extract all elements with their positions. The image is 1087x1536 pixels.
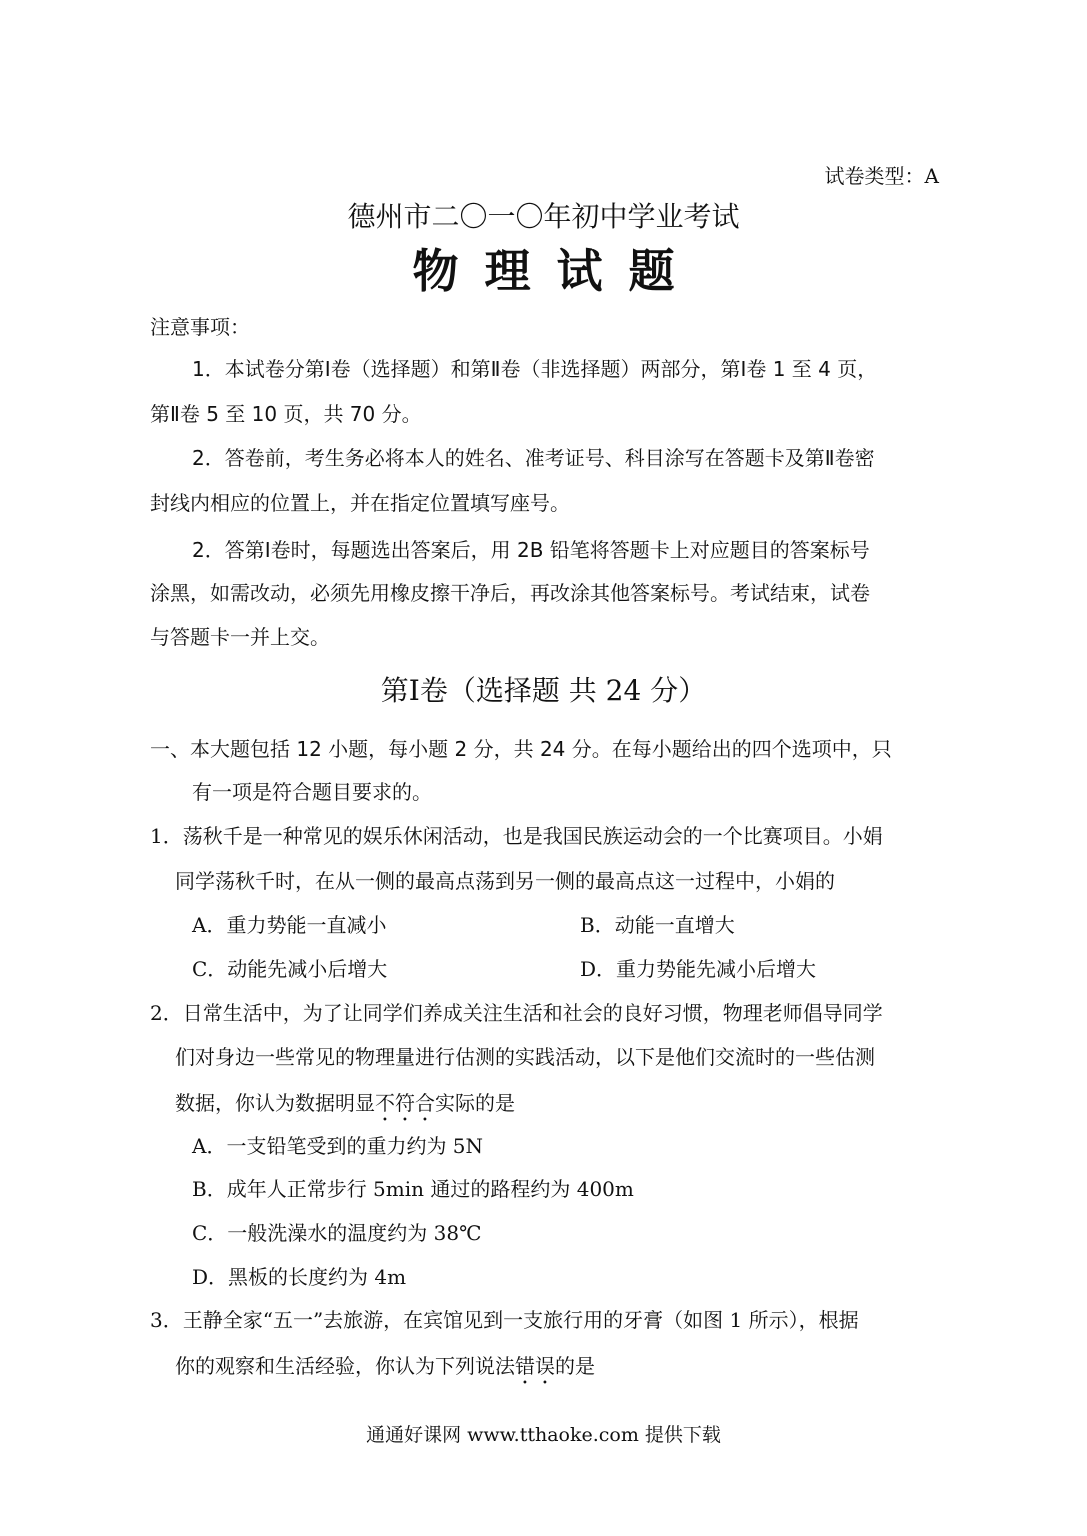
- question-2-line-3: [175, 1091, 515, 1126]
- question-2-line-1: 2．日常生活中，为了让同学们养成关注生活和社会的良好习惯，物理老师倡导同学: [150, 1001, 883, 1025]
- notice-heading: 注意事项：: [150, 315, 250, 339]
- question-3-line-2: [175, 1354, 595, 1389]
- subject-title: 物理试题: [412, 244, 701, 298]
- notice-item-3-line-2: 涂黑，如需改动，必须先用橡皮擦干净后，再改涂其他答案标号。考试结束，试卷: [150, 581, 870, 605]
- question-1-option-b: B．动能一直增大: [580, 913, 735, 937]
- question-1-line-1: 1．荡秋千是一种常见的娱乐休闲活动，也是我国民族运动会的一个比赛项目。小娟: [150, 824, 883, 848]
- question-1-option-a: A．重力势能一直减小: [192, 913, 387, 937]
- exam-title: 德州市二〇一〇年初中学业考试: [347, 200, 740, 233]
- question-2-option-c: C．一般洗澡水的温度约为 38℃: [192, 1221, 482, 1245]
- question-3-line-2-tail: 的是: [555, 1354, 595, 1378]
- question-2-option-b: B．成年人正常步行 5min 通过的路程约为 400m: [192, 1177, 634, 1201]
- question-1-line-2: 同学荡秋千时，在从一侧的最高点荡到另一侧的最高点这一过程中，小娟的: [175, 869, 835, 893]
- question-3-line-2-text: 你的观察和生活经验，你认为下列说法: [175, 1354, 515, 1378]
- question-3-line-1: 3．王静全家“五一”去旅游，在宾馆见到一支旅行用的牙膏（如图 1 所示），根据: [150, 1308, 859, 1332]
- paper-type-label: 试卷类型：A: [824, 164, 939, 188]
- section-title: 第Ⅰ卷（选择题 共 24 分）: [380, 674, 707, 707]
- question-2-line-3-text: 数据，你认为数据明显: [175, 1091, 375, 1115]
- question-1-option-c: C．动能先减小后增大: [192, 957, 388, 981]
- section-instruction-line-2: 有一项是符合题目要求的。: [192, 780, 432, 804]
- question-2-line-3-tail: 实际的是: [435, 1091, 515, 1115]
- footer-source: 通通好课网 www.tthaoke.com 提供下载: [366, 1424, 721, 1446]
- question-2-option-a: A．一支铅笔受到的重力约为 5N: [192, 1134, 484, 1158]
- question-2-line-2: 们对身边一些常见的物理量进行估测的实践活动，以下是他们交流时的一些估测: [175, 1045, 875, 1069]
- notice-item-3-line-1: 2．答第Ⅰ卷时，每题选出答案后，用 2B 铅笔将答题卡上对应题目的答案标号: [192, 538, 870, 562]
- question-2-emphasis: 不符合: [375, 1091, 435, 1115]
- question-2-option-d: D．黑板的长度约为 4m: [192, 1265, 407, 1289]
- notice-item-2-line-1: 2．答卷前，考生务必将本人的姓名、准考证号、科目涂写在答题卡及第Ⅱ卷密: [192, 446, 875, 470]
- notice-item-1-line-1: 1．本试卷分第Ⅰ卷（选择题）和第Ⅱ卷（非选择题）两部分，第Ⅰ卷 1 至 4 页，: [192, 357, 878, 381]
- question-1-option-d: D．重力势能先减小后增大: [580, 957, 817, 981]
- notice-item-3-line-3: 与答题卡一并上交。: [150, 625, 330, 649]
- notice-item-2-line-2: 封线内相应的位置上，并在指定位置填写座号。: [150, 491, 570, 515]
- section-instruction-line-1: 一、本大题包括 12 小题，每小题 2 分，共 24 分。在每小题给出的四个选项中，只: [150, 737, 892, 761]
- question-3-emphasis: 错误: [515, 1354, 555, 1378]
- notice-item-1-line-2: 第Ⅱ卷 5 至 10 页，共 70 分。: [150, 402, 422, 426]
